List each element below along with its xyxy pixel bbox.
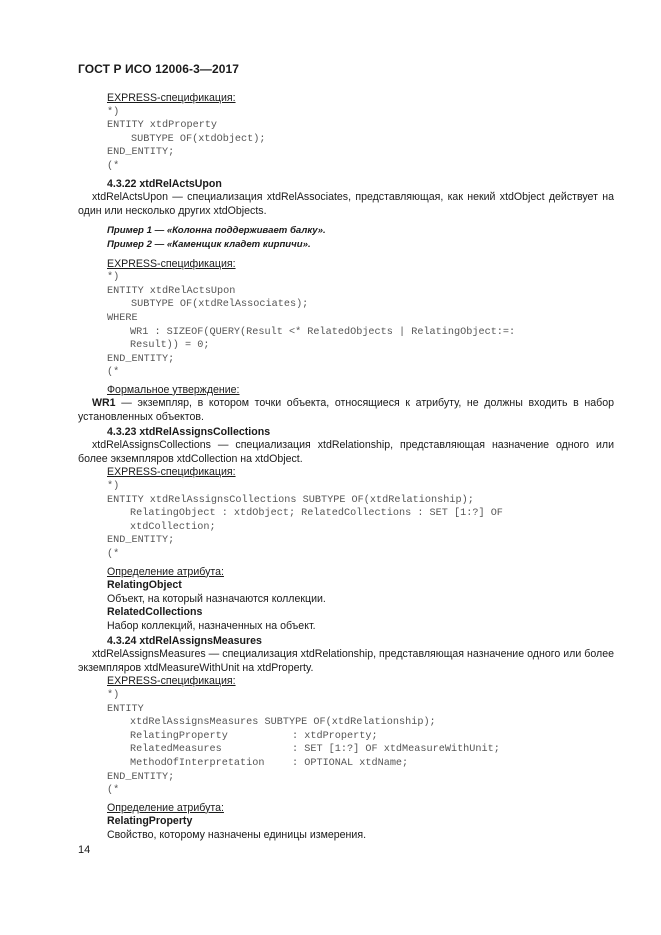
attribute-description: Свойство, которому назначены единицы измерения. — [107, 828, 367, 841]
code-line: (* — [107, 160, 120, 172]
section-paragraph: xtdRelAssignsCollections — специализация xtdRelationship, представляющая назначение одного или более экземпляров xtdCollection на xtdObject. — [78, 439, 614, 465]
code-line: xtdCollection; — [130, 521, 216, 533]
code-line: Result)) = 0; — [130, 340, 210, 352]
code-line: END_ENTITY; — [107, 771, 175, 783]
code-line: (* — [107, 549, 120, 560]
code-line: *) — [107, 272, 120, 284]
code-line: RelatingObject : xtdObject; RelatedCollections : SET [1:?] OF — [130, 508, 503, 520]
express-spec-label: EXPRESS-спецификация: — [107, 257, 236, 270]
wr1-term: WR1 — [92, 397, 116, 410]
attribute-code-name: RelatedMeasures — [130, 744, 222, 756]
section-heading-4-3-24: 4.3.24 xtdRelAssignsMeasures — [107, 634, 262, 647]
wr1-paragraph — [78, 397, 614, 424]
attribute-description: Объект, на который назначаются коллекции. — [107, 592, 326, 605]
code-line: ENTITY — [107, 703, 144, 715]
code-line: ENTITY xtdProperty — [107, 120, 218, 132]
attribute-definition-label: Определение атрибута: — [107, 801, 224, 814]
code-line: SUBTYPE OF(xtdObject); — [131, 133, 266, 145]
standard-header: ГОСТ Р ИСО 12006-3—2017 — [78, 62, 240, 76]
attribute-code-type: : SET [1:?] OF xtdMeasureWithUnit; — [292, 744, 500, 756]
attribute-name: RelatingObject — [107, 579, 182, 592]
express-spec-label: EXPRESS-спецификация: — [107, 466, 236, 479]
code-line: WHERE — [107, 312, 138, 324]
attribute-name: RelatingProperty — [107, 815, 193, 828]
attribute-definition-label: Определение атрибута: — [107, 565, 224, 578]
section-heading-4-3-22: 4.3.22 xtdRelActsUpon — [107, 177, 222, 190]
code-line: *) — [107, 481, 120, 493]
formal-statement-label: Формальное утверждение: — [107, 383, 240, 396]
attribute-code-name: MethodOfInterpretation — [130, 757, 265, 769]
code-line: END_ENTITY; — [107, 147, 175, 159]
code-line: END_ENTITY; — [107, 353, 175, 365]
code-line: *) — [107, 106, 120, 118]
attribute-name: RelatedCollections — [107, 606, 203, 619]
page-number: 14 — [78, 844, 91, 856]
express-spec-label: EXPRESS-спецификация: — [107, 92, 236, 104]
attribute-code-name: RelatingProperty — [130, 730, 228, 742]
code-line: xtdRelAssignsMeasures SUBTYPE OF(xtdRelationship); — [130, 717, 436, 729]
code-line: *) — [107, 689, 120, 701]
section-paragraph: xtdRelActsUpon — специализация xtdRelAssociates, представляющая, как некий xtdObject действует на один или несколько других xtdObjects. — [78, 191, 614, 217]
section-heading-4-3-23: 4.3.23 xtdRelAssignsCollections — [107, 425, 271, 438]
wr1-text: — экземпляр, в котором точки объекта, относящиеся к атрибуту, не должны входить в набор установленных объектов. — [78, 397, 614, 424]
example-2: Пример 2 — «Каменщик кладет кирпичи». — [107, 238, 311, 250]
code-line: WR1 : SIZEOF(QUERY(Result <* RelatedObjects | RelatingObject:=: — [130, 326, 516, 338]
attribute-code-type: : xtdProperty; — [292, 730, 378, 742]
express-spec-label: EXPRESS-спецификация: — [107, 675, 236, 688]
code-line: END_ENTITY; — [107, 535, 175, 547]
code-line: ENTITY xtdRelActsUpon — [107, 285, 236, 297]
code-line: SUBTYPE OF(xtdRelAssociates); — [131, 299, 309, 311]
code-line: ENTITY xtdRelAssignsCollections SUBTYPE OF(xtdRelationship); — [107, 494, 474, 506]
example-1: Пример 1 — «Колонна поддерживает балку». — [107, 225, 326, 237]
page-content — [78, 92, 614, 842]
code-line: (* — [107, 367, 120, 379]
code-line: (* — [107, 785, 120, 797]
section-paragraph: xtdRelAssignsMeasures — специализация xtdRelationship, представляющая назначение одного или более экземпляров xtdMeasureWithUnit на xtdProperty. — [78, 648, 614, 674]
attribute-description: Набор коллекций, назначенных на объект. — [107, 619, 316, 632]
attribute-code-type: : OPTIONAL xtdName; — [292, 757, 409, 769]
